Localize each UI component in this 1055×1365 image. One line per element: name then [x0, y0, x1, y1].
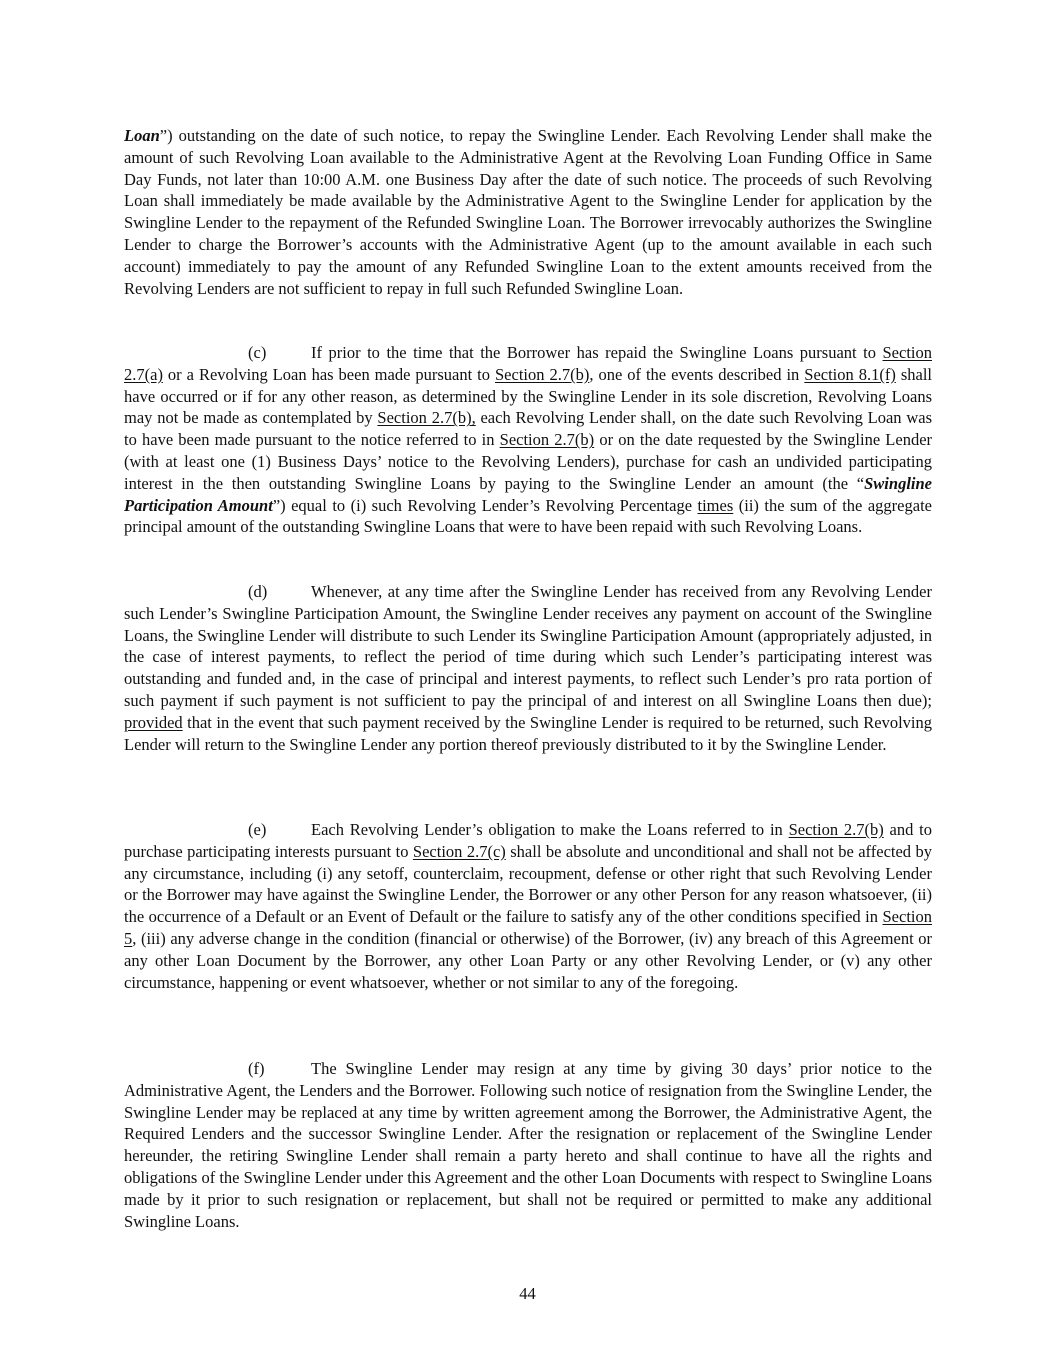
section-ref-2-7-b: Section 2.7(b) — [495, 364, 590, 384]
section-ref-2-7-b: Section 2.7(b) — [499, 430, 595, 450]
paragraph-intro — [124, 125, 932, 299]
section-ref-2-7-b: Section 2.7(b), — [377, 408, 476, 428]
paragraph-e-text: and to purchase participating interests pursuant to — [124, 820, 932, 861]
paragraph-c — [124, 342, 932, 538]
paragraph-f-text: The Swingline Lender may resign at any time by giving 30 days’ prior notice to the Administrative Agent, the Lenders and the Borrower. Following such notice of resignation from the Swingline Lender, the Swingline Lender may be replaced at any time by written agreement among the Borrower, the Administrative Agent, the Required Lenders and the successor Swingline Lender. After the resignation or replacement of the Swingline Lender hereunder, the retiring Swingline Lender shall remain a party hereto and shall continue to have all the rights and obligations of the Swingline Lender under this Agreement and the other Loan Documents with respect to Swingline Loans made by it prior to such resignation or replacement, but shall not be required or permitted to make any additional Swingline Loans. — [124, 1059, 932, 1231]
paragraph-d — [124, 581, 932, 755]
paragraph-e-text: shall be absolute and unconditional and shall not be affected by any circumstance, including (i) any setoff, counterclaim, recoupment, defense or other right that such Revolving Lender or the Borrower may have against the Swingline Lender, the Borrower or any other Person for any reason whatsoever, (ii) the occurrence of a Default or an Event of Default or the failure to satisfy any of the other conditions specified in — [124, 841, 933, 927]
defined-term-loan: Loan — [124, 126, 160, 145]
paragraph-d-text: Whenever, at any time after the Swingline Lender has received from any Revolving Lender such Lender’s Swingline Participation Amount, the Swingline Lender receives any payment on account of the Swingline Loans, the Swingline Lender will distribute to such Lender its Swingline Participation Amount (appropriately adjusted, in the case of interest payments, to reflect the period of time during which such Lender’s participating interest was outstanding and funded and, in the case of principal and interest payments, to reflect such Lender’s pro rata portion of such payment if such payment is not sufficient to pay the principal of and interest on all Swingline Loans then due); — [124, 582, 932, 710]
paragraph-d-text: that in the event that such payment received by the Swingline Lender is required to be returned, such Revolving Lender will return to the Swingline Lender any portion thereof previously distributed to it by the Swingline Lender. — [124, 712, 932, 754]
section-ref-2-7-c: Section 2.7(c) — [412, 841, 506, 861]
paragraph-e-label: (e) — [248, 820, 267, 839]
emphasis-times: times — [697, 495, 734, 515]
paragraph-e — [124, 819, 932, 993]
paragraph-c-text: shall have occurred or if for any other reason, as determined by the Swingline Lender in its sole discretion, Revolving Loans may not be made as contemplated by — [124, 364, 933, 428]
paragraph-c-text: If prior to the time that the Borrower has repaid the Swingline Loans pursuant to — [311, 343, 883, 362]
paragraph-c-text: each Revolving Lender shall, on the date such Revolving Loan was to have been made pursuant to the notice referred to in — [124, 408, 933, 450]
page-number: 44 — [519, 1284, 536, 1303]
paragraph-c-label: (c) — [248, 343, 267, 362]
paragraph-c-text: or on the date requested by the Swingline Lender (with at least one (1) Business Days’ notice to the Revolving Lenders), purchase for cash an undivided participating interest in the then outstanding Swingline Loans by paying to the Swingline Lender an amount (the “ — [124, 430, 933, 493]
section-ref-5: Section 5 — [124, 907, 932, 948]
paragraph-f — [124, 1058, 932, 1232]
paragraph-e-text: , (iii) any adverse change in the condition (financial or otherwise) of the Borrower, (iv) any breach of this Agreement or any other Loan Document by the Borrower, any other Loan Party or any other Revolving Lender, or (v) any other circumstance, happening or event whatsoever, whether or not similar to any of the foregoing. — [124, 928, 932, 992]
paragraph-c-text: or a Revolving Loan has been made pursuant to — [162, 364, 495, 384]
paragraph-c-text: ”) equal to (i) such Revolving Lender’s Revolving Percentage — [272, 495, 698, 515]
section-ref-2-7-b: Section 2.7(b) — [788, 820, 884, 839]
paragraph-c-text: , one of the events described in — [589, 364, 805, 384]
defined-term-swingline-participation-amount: Swingline Participation Amount — [124, 473, 932, 515]
paragraph-f-label: (f) — [248, 1059, 265, 1078]
paragraph-intro-text: ”) outstanding on the date of such notice, to repay the Swingline Lender. Each Revolving Lender shall make the amount of such Revolving Loan available to the Administrative Agent at the Revolving Loan Funding Office in Same Day Funds, not later than 10:00 A.M. one Business Day after the date of such notice. The proceeds of such Revolving Loan shall immediately be made available by the Administrative Agent to the Swingline Lender for application by the Swingline Lender to the repayment of the Refunded Swingline Loan. The Borrower irrevocably authorizes the Swingline Lender to charge the Borrower’s accounts with the Administrative Agent (up to the amount available in each such account) immediately to pay the amount of any Refunded Swingline Loan to the extent amounts received from the Revolving Lenders are not sufficient to repay in full such Refunded Swingline Loan. — [124, 126, 932, 298]
section-ref-2-7-a: Section 2.7(a) — [124, 343, 932, 384]
paragraph-e-text: Each Revolving Lender’s obligation to make the Loans referred to in — [311, 820, 789, 839]
emphasis-provided: provided — [124, 712, 183, 732]
section-ref-8-1-f: Section 8.1(f) — [804, 364, 896, 384]
paragraph-d-label: (d) — [248, 582, 268, 601]
paragraph-c-text: (ii) the sum of the aggregate principal amount of the outstanding Swingline Loans that were to have been repaid with such Revolving Loans. — [124, 495, 932, 537]
